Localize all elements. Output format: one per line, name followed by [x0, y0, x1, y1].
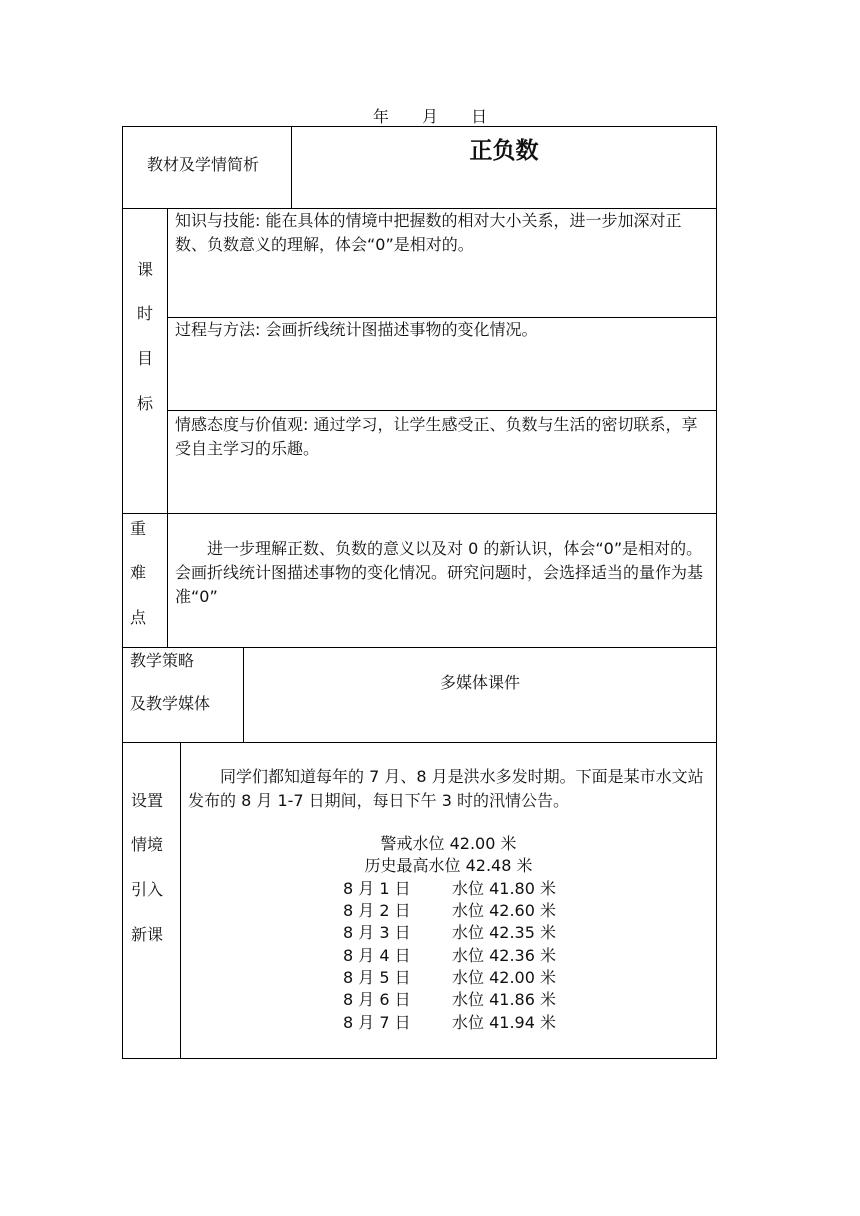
- date-line: [0, 104, 860, 127]
- objective-emotion: 情感态度与价值观: 通过学习，让学生感受正、负数与生活的密切联系，享受自主学习的乐趣。: [175, 415, 698, 458]
- row-date: 8 月 5 日: [343, 968, 411, 987]
- row-date: 8 月 4 日: [343, 946, 411, 965]
- row-date: 8 月 7 日: [343, 1013, 411, 1032]
- objectives-label-char: 课: [137, 260, 154, 279]
- border-left: [122, 126, 123, 1059]
- row-divider-4: [122, 742, 717, 743]
- intro-paragraph: 同学们都知道每年的 7 月、8 月是洪水多发时期。下面是某市水文站发布的 8 月 1-7 日期间，每日下午 3 时的汛情公告。: [188, 767, 704, 810]
- date-year: 年: [372, 107, 389, 126]
- row-date: 8 月 2 日: [343, 901, 411, 920]
- row-date: 8 月 1 日: [343, 879, 411, 898]
- row-date: 8 月 6 日: [343, 990, 411, 1009]
- row-divider-objective-2: [167, 410, 717, 411]
- row-level: 水位 41.86 米: [452, 990, 556, 1009]
- intro-label-line: 引入: [131, 880, 164, 899]
- border-bottom: [122, 1058, 717, 1059]
- objectives-label-char: 时: [137, 304, 154, 323]
- intro-label-line: 情境: [131, 835, 164, 854]
- col-divider-intro: [180, 742, 181, 1058]
- objectives-label-char: 目: [137, 349, 154, 368]
- row-level: 水位 42.35 米: [452, 923, 556, 942]
- objectives-label-char: 标: [137, 394, 154, 413]
- date-day: 日: [471, 107, 488, 126]
- date-month: 月: [421, 107, 438, 126]
- difficulty-label-char: 难: [130, 563, 147, 582]
- header-label: 教材及学情简析: [147, 155, 260, 174]
- strategy-content: 多媒体课件: [439, 673, 520, 692]
- record-level: 历史最高水位 42.48 米: [364, 856, 533, 875]
- difficulty-text: 进一步理解正数、负数的意义以及对 0 的新认识，体会“0”是相对的。会画折线统计图描述事物的变化情况。研究问题时，会选择适当的量作为基准“0”: [175, 539, 704, 606]
- col-divider-objectives: [167, 208, 168, 647]
- row-divider-2: [122, 513, 717, 514]
- lesson-title: 正负数: [469, 138, 539, 164]
- row-level: 水位 42.60 米: [452, 901, 556, 920]
- row-date: 8 月 3 日: [343, 923, 411, 942]
- objective-process: 过程与方法: 会画折线统计图描述事物的变化情况。: [175, 320, 538, 339]
- row-level: 水位 42.36 米: [452, 946, 556, 965]
- strategy-label-line1: 教学策略: [130, 651, 195, 670]
- border-top: [122, 126, 717, 127]
- objective-knowledge: 知识与技能: 能在具体的情境中把握数的相对大小关系，进一步加深对正数、负数意义的理解，体会“0”是相对的。: [175, 211, 682, 254]
- intro-label-line: 新课: [131, 925, 164, 944]
- intro-label-line: 设置: [131, 791, 164, 810]
- border-right: [716, 126, 717, 1059]
- row-level: 水位 42.00 米: [452, 968, 556, 987]
- strategy-label-line2: 及教学媒体: [130, 694, 211, 713]
- row-level: 水位 41.94 米: [452, 1013, 556, 1032]
- difficulty-label-char: 重: [130, 519, 147, 538]
- row-level: 水位 41.80 米: [452, 879, 556, 898]
- row-divider-3: [122, 647, 717, 648]
- difficulty-label-char: 点: [130, 608, 147, 627]
- warning-level: 警戒水位 42.00 米: [380, 834, 517, 853]
